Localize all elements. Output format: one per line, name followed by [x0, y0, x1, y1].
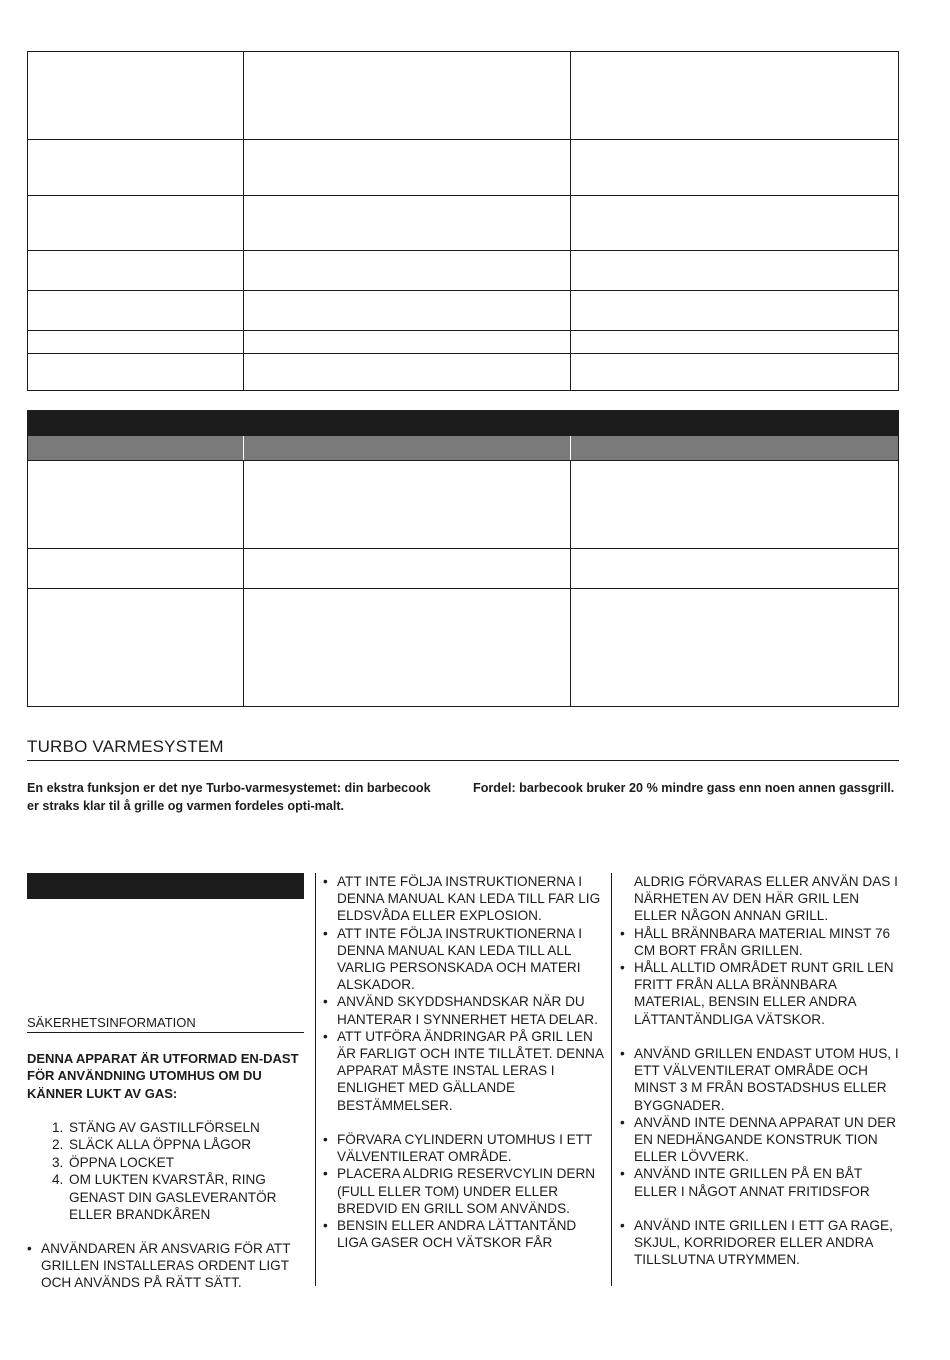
table-row [28, 52, 898, 139]
list-item: • ATT UTFÖRA ÄNDRINGAR PÅ GRIL LEN ÄR FARLIGT OCH INTE TILLÅTET. DENNA APPARAT MÅSTE INSTAL LERAS I ENLIGHET MED GÄLLANDE BESTÄMMELSER. [323, 1028, 604, 1113]
list-item: 4. OM LUKTEN KVARSTÅR, RING GENAST DIN GASLEVERANTÖR ELLER BRANDKÅREN [52, 1172, 277, 1223]
gas-warning: DENNA APPARAT ÄR UTFORMAD EN-DAST FÖR ANVÄNDNING UTOMHUS OM DU KÄNNER LUKT AV GAS: [27, 1051, 299, 1101]
list-item: • ATT INTE FÖLJA INSTRUKTIONERNA I DENNA MANUAL KAN LEDA TILL ALL VARLIG PERSONSKADA OCH MATERI ALSKADOR. [323, 925, 582, 993]
list-item: 3. ÖPPNA LOCKET [52, 1154, 175, 1170]
table-row [28, 548, 898, 588]
safety-column-3 [620, 873, 900, 1269]
list-item: • ATT INTE FÖLJA INSTRUKTIONERNA I DENNA MANUAL KAN LEDA TILL FAR LIG ELDSVÅDA ELLER EXPLOSION. [323, 874, 601, 924]
list-item: • BENSIN ELLER ANDRA LÄTTANTÄND LIGA GASER OCH VÄTSKOR FÅR [323, 1218, 577, 1251]
safety-column-1-bullets [27, 1240, 307, 1292]
safety-column-2 [323, 873, 605, 1251]
table-row [28, 195, 898, 250]
table-header-bar [28, 411, 898, 436]
list-item: 1. STÄNG AV GASTILLFÖRSELN [52, 1120, 260, 1135]
turbo-intro: En ekstra funksjon er det nye Turbo-varmesystemet: din barbecook er straks klar til å grille og varmen fordeles opti-malt. [27, 781, 431, 813]
gas-smell-steps [52, 1119, 312, 1223]
empty-table-top [27, 51, 899, 391]
table-row [28, 139, 898, 195]
list-item: • HÅLL ALLTID OMRÅDET RUNT GRIL LEN FRITT FRÅN ALLA BRÄNNBARA MATERIAL, BENSIN ELLER ANDRA LÄTTANTÄNDLIGA VÄTSKOR. [620, 960, 894, 1027]
list-item: • ANVÄND INTE GRILLEN PÅ EN BÅT ELLER I NÅGOT ANNAT FRITIDSFOR [620, 1166, 870, 1199]
list-item: • HÅLL BRÄNNBARA MATERIAL MINST 76 CM BORT FRÅN GRILLEN. [620, 925, 891, 958]
column-divider [611, 873, 612, 1286]
list-item: • ANVÄNDAREN ÄR ANSVARIG FÖR ATT GRILLEN INSTALLERAS ORDENT LIGT OCH ANVÄNDS PÅ RÄTT SÄTT. [27, 1241, 291, 1291]
list-item: 2. SLÄCK ALLA ÖPPNA LÅGOR [52, 1137, 252, 1153]
table-row [28, 460, 898, 548]
empty-table-bottom [27, 410, 899, 707]
table-row [28, 588, 898, 706]
table-row [28, 290, 898, 330]
list-item: • ANVÄND SKYDDSHANDSKAR NÄR DU HANTERAR I SYNNERHET HETA DELAR. [323, 994, 598, 1027]
list-item: • ANVÄND INTE DENNA APPARAT UN DER EN NEDHÄNGANDE KONSTRUK TION ELLER LÖVVERK. [620, 1114, 897, 1165]
table-row [28, 250, 898, 290]
list-item-continued: ALDRIG FÖRVARAS ELLER ANVÄN DAS I NÄRHETEN AV DEN HÄR GRIL LEN ELLER NÅGON ANNAN GRILL. [634, 874, 898, 924]
table-row [28, 330, 898, 353]
section-header-bar [27, 873, 304, 899]
turbo-advantage: Fordel: barbecook bruker 20 % mindre gass enn noen annen gassgrill. [473, 781, 895, 795]
column-divider [315, 873, 316, 1286]
list-item: • ANVÄND GRILLEN ENDAST UTOM HUS, I ETT VÄLVENTILERAT OMRÅDE OCH MINST 3 M FRÅN BOSTADSHUS ELLER BYGGNADER. [620, 1046, 899, 1113]
section-title-turbo: TURBO VARMESYSTEM [27, 737, 899, 761]
list-item: • PLACERA ALDRIG RESERVCYLIN DERN (FULL ELLER TOM) UNDER ELLER BREDVID EN GRILL SOM ANVÄNDS. [323, 1166, 596, 1216]
table-row [28, 353, 898, 390]
list-item: • ANVÄND INTE GRILLEN I ETT GA RAGE, SKJUL, KORRIDORER ELLER ANDRA TILLSLUTNA UTRYMMEN. [620, 1218, 893, 1268]
safety-heading: SÄKERHETSINFORMATION [27, 1015, 304, 1033]
list-item: • FÖRVARA CYLINDERN UTOMHUS I ETT VÄLVENTILERAT OMRÅDE. [323, 1132, 593, 1165]
table-subheader-bar [28, 436, 898, 460]
